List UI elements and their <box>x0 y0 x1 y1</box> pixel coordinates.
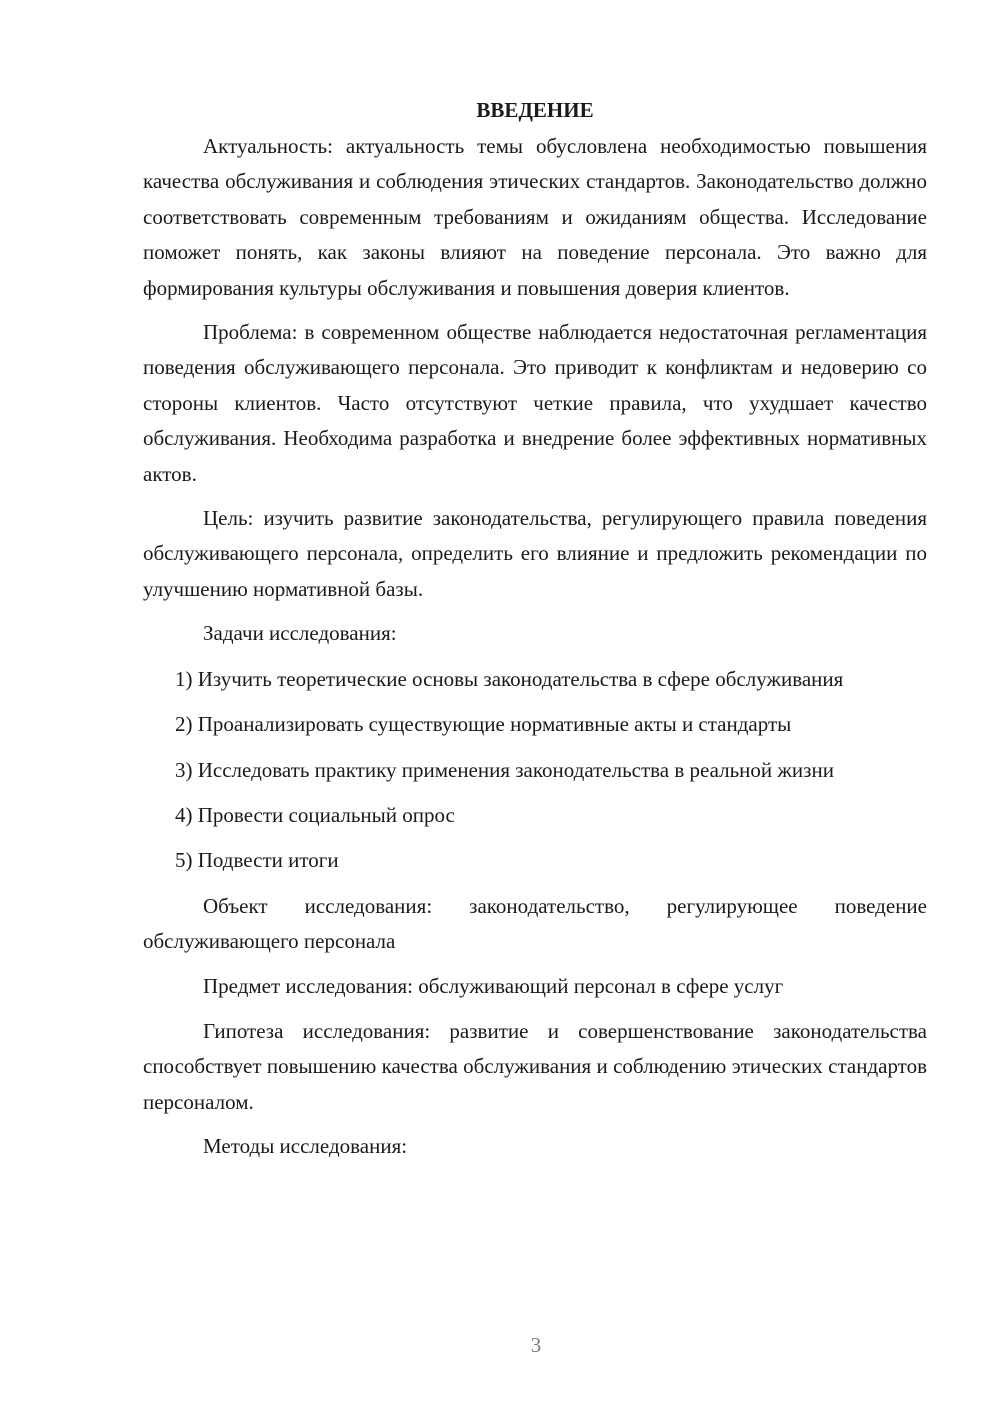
paragraph-methods: Методы исследования: <box>203 1134 408 1159</box>
task-item-4: 4) Провести социальный опрос <box>175 802 455 827</box>
task-item-1: 1) Изучить теоретические основы законодательства в сфере обслуживания <box>175 666 844 691</box>
paragraph-goal: Цель: изучить развитие законодательства, регулирующего правила поведения обслуживающего персонала, определить его влияние и предложить рекомендации по улучшению нормативной базы. <box>143 506 927 601</box>
paragraph-hypothesis: Гипотеза исследования: развитие и совершенствование законодательства способствует повышению качества обслуживания и соблюдению этических стандартов персоналом. <box>143 1018 927 1114</box>
task-item-3: 3) Исследовать практику применения законодательства в реальной жизни <box>175 757 834 782</box>
paragraph-problem: Проблема: в современном обществе наблюдается недостаточная регламентация поведения обслуживающего персонала. Это приводит к конфликтам и недоверию со стороны клиентов. Часто отсутствуют четкие правила, что ухудшает качество обслуживания. Необходима разработка и внедрение более эффективных нормативных актов. <box>143 320 927 486</box>
page-number: 3 <box>530 1333 542 1357</box>
task-item-5: 5) Подвести итоги <box>175 848 339 873</box>
paragraph-subject: Предмет исследования: обслуживающий персонал в сфере услуг <box>203 973 784 998</box>
task-item-2: 2) Проанализировать существующие нормативные акты и стандарты <box>175 712 792 737</box>
page-title: ВВЕДЕНИЕ <box>476 98 594 122</box>
paragraph-relevance: Актуальность: актуальность темы обусловлена необходимостью повышения качества обслуживания и соблюдения этических стандартов. Законодательство должно соответствовать современным требованиям и ожиданиям общества. Исследование поможет понять, как законы влияют на поведение персонала. Это важно для формирования культуры обслуживания и повышения доверия клиентов. <box>143 134 927 300</box>
tasks-heading: Задачи исследования: <box>203 621 397 646</box>
document-page <box>143 92 927 1175</box>
paragraph-object: Объект исследования: законодательство, регулирующее поведение обслуживающего персонала <box>143 893 927 954</box>
